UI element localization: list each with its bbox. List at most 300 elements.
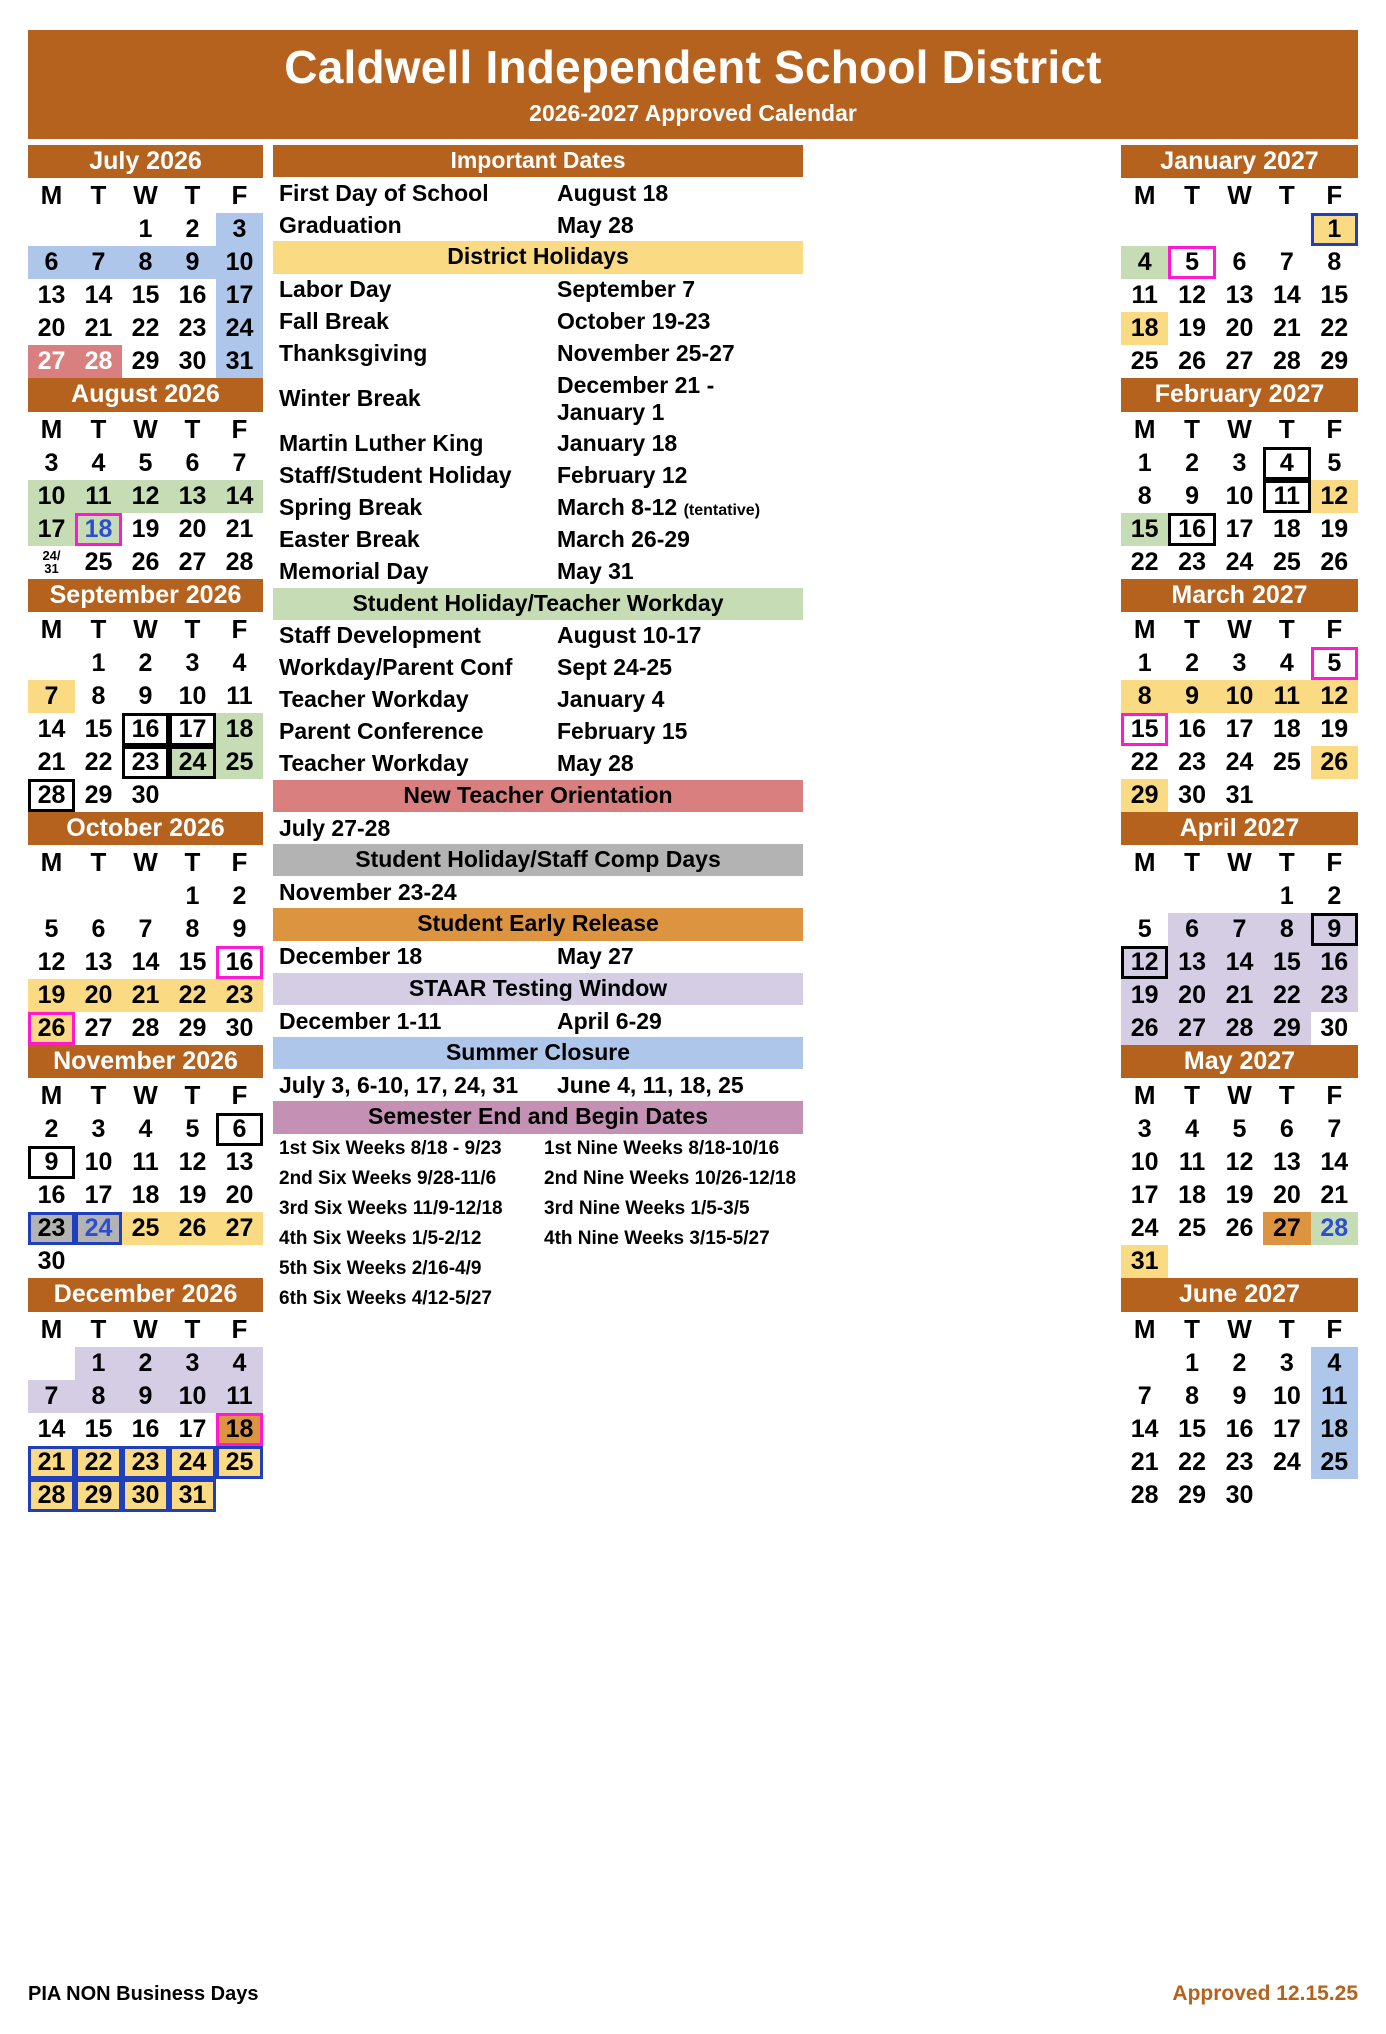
legend-label: Fall Break bbox=[279, 308, 389, 335]
month-block-july-2026 bbox=[28, 145, 263, 378]
date-cell[interactable]: 2 bbox=[1185, 648, 1200, 677]
date-cell[interactable]: 11 bbox=[132, 1148, 159, 1177]
date-cell[interactable]: 24 bbox=[1225, 747, 1254, 776]
date-cell[interactable]: 21 bbox=[1320, 1181, 1349, 1210]
date-cell[interactable]: 22 bbox=[75, 1446, 122, 1479]
date-cell[interactable]: 10 bbox=[1272, 1381, 1301, 1410]
date-cell[interactable]: 24 bbox=[1225, 547, 1254, 576]
dow-header: W bbox=[133, 613, 158, 644]
date-cell[interactable]: 10 bbox=[28, 480, 75, 513]
date-cell[interactable]: 28 bbox=[28, 779, 75, 812]
date-cell[interactable]: 3 bbox=[1232, 648, 1247, 677]
date-cell[interactable]: 11 bbox=[1263, 680, 1310, 713]
date-cell[interactable]: 26 bbox=[1121, 1012, 1168, 1045]
date-cell[interactable]: 4 bbox=[1279, 648, 1294, 677]
empty-cell bbox=[1168, 213, 1215, 246]
date-cell[interactable]: 14 bbox=[216, 480, 263, 513]
date-cell[interactable]: 20 bbox=[75, 979, 122, 1012]
date-cell[interactable]: 24 bbox=[1130, 1214, 1159, 1243]
date-cell[interactable]: 16 bbox=[1225, 1414, 1254, 1443]
date-cell[interactable]: 29 bbox=[84, 780, 113, 809]
approved-date: Approved 12.15.25 bbox=[1172, 1982, 1358, 2005]
date-cell[interactable]: 4 bbox=[1263, 447, 1310, 480]
date-cell[interactable]: 28 bbox=[1130, 1480, 1159, 1509]
date-cell[interactable]: 28 bbox=[1311, 1212, 1358, 1245]
month-block-january-2027 bbox=[1121, 145, 1358, 378]
date-cell[interactable]: 8 bbox=[1121, 680, 1168, 713]
date-cell[interactable]: 5 bbox=[1232, 1115, 1247, 1144]
date-cell[interactable]: 27 bbox=[1225, 347, 1254, 376]
date-cell[interactable]: 21 bbox=[84, 314, 113, 343]
date-cell[interactable]: 26 bbox=[1225, 1214, 1254, 1243]
date-cell[interactable]: 29 bbox=[1263, 1012, 1310, 1045]
date-cell[interactable]: 15 bbox=[1263, 946, 1310, 979]
legend-rows-student_early_release bbox=[273, 941, 803, 973]
date-cell[interactable]: 15 bbox=[84, 714, 113, 743]
date-cell[interactable]: 1 bbox=[91, 648, 106, 677]
date-cell[interactable]: 28 bbox=[1216, 1012, 1263, 1045]
date-cell[interactable]: 17 bbox=[84, 1181, 113, 1210]
date-cell[interactable]: 5 bbox=[138, 448, 153, 477]
date-cell[interactable]: 20 bbox=[37, 314, 66, 343]
date-cell[interactable]: 2 bbox=[138, 648, 153, 677]
dow-header: T bbox=[1278, 413, 1295, 444]
date-cell[interactable]: 18 bbox=[216, 713, 263, 746]
date-cell[interactable]: 11 bbox=[226, 681, 253, 710]
date-cell[interactable]: 29 bbox=[1178, 1480, 1206, 1509]
week-row bbox=[28, 1479, 263, 1512]
date-cell[interactable]: 12 bbox=[1225, 1148, 1254, 1177]
date-cell[interactable]: 16 bbox=[122, 713, 169, 746]
date-cell[interactable]: 6 bbox=[28, 246, 75, 279]
date-cell[interactable]: 12 bbox=[122, 480, 169, 513]
date-cell[interactable]: 15 bbox=[178, 948, 207, 976]
date-cell[interactable]: 5 bbox=[1311, 647, 1358, 680]
date-cell[interactable]: 12 bbox=[178, 1148, 207, 1177]
date-cell[interactable]: 26 bbox=[169, 1212, 216, 1245]
date-cell[interactable]: 11 bbox=[216, 1380, 263, 1413]
date-cell[interactable]: 31 bbox=[169, 1479, 216, 1512]
date-cell[interactable]: 18 bbox=[1121, 312, 1168, 345]
date-cell[interactable]: 13 bbox=[1272, 1148, 1301, 1177]
empty-cell bbox=[216, 1245, 263, 1278]
date-cell[interactable]: 30 bbox=[37, 1247, 66, 1276]
date-cell[interactable]: 20 bbox=[1225, 314, 1254, 343]
date-cell[interactable]: 25 bbox=[216, 746, 263, 779]
date-cell[interactable]: 18 bbox=[75, 513, 122, 546]
date-cell[interactable]: 3 bbox=[1137, 1115, 1152, 1144]
legend-row bbox=[273, 524, 803, 556]
date-cell[interactable]: 4 bbox=[216, 1347, 263, 1380]
date-cell[interactable]: 10 bbox=[84, 1148, 113, 1177]
dow-header: F bbox=[231, 1313, 248, 1344]
empty-cell bbox=[1311, 779, 1358, 812]
week-row bbox=[28, 1413, 263, 1446]
date-cell[interactable]: 12 bbox=[1178, 281, 1206, 310]
date-cell[interactable]: 10 bbox=[1216, 680, 1263, 713]
date-cell[interactable]: 21 bbox=[37, 747, 66, 776]
date-cell[interactable]: 30 bbox=[178, 347, 207, 376]
date-cell[interactable]: 5 bbox=[1168, 246, 1215, 279]
date-cell[interactable]: 25 bbox=[84, 547, 113, 576]
date-cell[interactable]: 16 bbox=[216, 946, 263, 979]
date-cell[interactable]: 24 bbox=[75, 1212, 122, 1245]
semester-nine-weeks bbox=[538, 1254, 803, 1284]
date-cell[interactable]: 8 bbox=[1263, 913, 1310, 946]
date-cell[interactable]: 18 bbox=[1311, 1413, 1358, 1446]
week-row bbox=[1121, 312, 1358, 345]
date-cell[interactable]: 19 bbox=[178, 1181, 207, 1210]
date-cell[interactable]: 3 bbox=[44, 448, 59, 477]
date-cell[interactable]: 4 bbox=[91, 448, 106, 477]
empty-cell bbox=[28, 1347, 75, 1380]
date-cell[interactable]: 18 bbox=[1272, 714, 1301, 743]
date-cell[interactable]: 4 bbox=[1121, 246, 1168, 279]
date-cell[interactable]: 16 bbox=[1178, 714, 1206, 743]
date-cell[interactable]: 30 bbox=[1225, 1480, 1254, 1509]
date-cell[interactable]: 13 bbox=[1225, 281, 1254, 310]
date-cell[interactable]: 10 bbox=[1225, 481, 1254, 510]
date-cell[interactable]: 11 bbox=[1263, 480, 1310, 513]
date-cell[interactable]: 14 bbox=[1272, 281, 1301, 310]
date-cell[interactable]: 7 bbox=[1279, 248, 1294, 277]
date-cell[interactable]: 9 bbox=[1168, 680, 1215, 713]
date-cell[interactable]: 9 bbox=[1311, 913, 1358, 946]
date-cell[interactable]: 25 bbox=[1311, 1446, 1358, 1479]
date-cell[interactable]: 22 bbox=[131, 314, 160, 343]
date-cell[interactable]: 14 bbox=[37, 1414, 66, 1443]
date-cell[interactable]: 7 bbox=[1216, 913, 1263, 946]
date-cell[interactable]: 9 bbox=[232, 915, 247, 943]
date-cell[interactable]: 6 bbox=[1279, 1115, 1294, 1144]
date-cell[interactable]: 23 bbox=[1178, 547, 1206, 576]
week-row bbox=[28, 779, 263, 812]
date-cell[interactable]: 22 bbox=[84, 747, 113, 776]
date-cell[interactable]: 15 bbox=[1178, 1414, 1206, 1443]
date-cell[interactable]: 15 bbox=[1320, 281, 1349, 310]
date-cell[interactable]: 17 bbox=[216, 279, 263, 312]
date-cell[interactable]: 14 bbox=[1216, 946, 1263, 979]
date-cell[interactable]: 1 bbox=[1311, 213, 1358, 246]
date-cell[interactable]: 22 bbox=[1320, 314, 1349, 343]
date-cell[interactable]: 10 bbox=[216, 246, 263, 279]
date-cell[interactable]: 11 bbox=[1178, 1148, 1206, 1177]
date-cell[interactable]: 17 bbox=[1130, 1181, 1159, 1210]
date-cell[interactable]: 18 bbox=[216, 1413, 263, 1446]
week-row bbox=[28, 1446, 263, 1479]
date-cell[interactable]: 16 bbox=[178, 281, 207, 310]
date-cell[interactable]: 7 bbox=[28, 680, 75, 713]
date-cell[interactable]: 2 bbox=[1185, 448, 1200, 477]
date-cell[interactable]: 25 bbox=[1130, 347, 1159, 376]
date-cell[interactable]: 1 bbox=[185, 882, 200, 910]
date-cell[interactable]: 30 bbox=[1178, 780, 1206, 809]
date-cell[interactable]: 5 bbox=[44, 915, 59, 943]
date-cell[interactable]: 12 bbox=[1121, 946, 1168, 979]
date-cell[interactable]: 1 bbox=[1279, 882, 1294, 910]
date-cell[interactable]: 7 bbox=[1137, 1381, 1152, 1410]
date-cell[interactable]: 8 bbox=[1327, 248, 1342, 277]
date-cell[interactable]: 9 bbox=[1185, 481, 1200, 510]
date-cell[interactable]: 8 bbox=[75, 1380, 122, 1413]
date-cell[interactable]: 20 bbox=[1272, 1181, 1301, 1210]
date-cell[interactable]: 17 bbox=[178, 1414, 207, 1443]
date-cell[interactable]: 27 bbox=[84, 1014, 113, 1042]
date-cell[interactable]: 14 bbox=[84, 281, 113, 310]
date-cell[interactable]: 19 bbox=[28, 979, 75, 1012]
date-cell[interactable]: 9 bbox=[1232, 1381, 1247, 1410]
date-cell[interactable]: 18 bbox=[1272, 514, 1301, 543]
date-cell[interactable]: 20 bbox=[178, 514, 207, 543]
date-cell[interactable]: 10 bbox=[178, 681, 207, 710]
date-cell[interactable]: 28 bbox=[75, 345, 122, 378]
date-cell[interactable]: 9 bbox=[169, 246, 216, 279]
date-cell[interactable]: 21 bbox=[225, 514, 254, 543]
date-cell[interactable]: 19 bbox=[131, 514, 160, 543]
date-cell[interactable]: 4 bbox=[1311, 1347, 1358, 1380]
month-grid bbox=[28, 412, 263, 579]
week-row bbox=[28, 246, 263, 279]
date-cell[interactable]: 2 bbox=[232, 882, 247, 910]
date-cell[interactable]: 2 bbox=[122, 1347, 169, 1380]
date-cell[interactable]: 8 bbox=[1185, 1381, 1200, 1410]
date-cell[interactable]: 30 bbox=[225, 1014, 254, 1042]
date-cell[interactable]: 29 bbox=[1121, 779, 1168, 812]
date-cell[interactable]: 17 bbox=[1225, 514, 1254, 543]
date-cell[interactable]: 24 bbox=[169, 1446, 216, 1479]
date-cell[interactable]: 8 bbox=[122, 246, 169, 279]
date-cell[interactable]: 25 bbox=[216, 1446, 263, 1479]
date-cell[interactable]: 16 bbox=[131, 1414, 160, 1443]
week-row bbox=[1121, 1146, 1358, 1179]
date-cell[interactable]: 29 bbox=[131, 347, 160, 376]
date-cell[interactable]: 15 bbox=[131, 281, 160, 310]
date-cell[interactable]: 3 bbox=[91, 1115, 106, 1144]
date-cell[interactable]: 8 bbox=[91, 681, 106, 710]
date-cell[interactable]: 6 bbox=[185, 448, 200, 477]
date-cell[interactable]: 8 bbox=[185, 915, 200, 943]
date-cell[interactable]: 13 bbox=[84, 948, 113, 976]
day-of-week-row bbox=[1121, 412, 1358, 447]
date-cell[interactable]: 31 bbox=[216, 345, 263, 378]
date-cell[interactable]: 17 bbox=[1225, 714, 1254, 743]
date-cell[interactable]: 25 bbox=[1178, 1214, 1206, 1243]
empty-cell bbox=[1121, 213, 1168, 246]
dow-header: T bbox=[1184, 1313, 1201, 1344]
date-cell[interactable]: 22 bbox=[1130, 547, 1159, 576]
date-cell[interactable]: 20 bbox=[1168, 979, 1215, 1012]
date-cell[interactable]: 24 bbox=[216, 312, 263, 345]
date-cell[interactable]: 30 bbox=[122, 1479, 169, 1512]
date-cell[interactable]: 9 bbox=[122, 1380, 169, 1413]
date-cell[interactable]: 27 bbox=[216, 1212, 263, 1245]
date-cell[interactable]: 26 bbox=[131, 547, 160, 576]
date-cell[interactable]: 20 bbox=[225, 1181, 254, 1210]
date-cell[interactable]: 27 bbox=[178, 547, 207, 576]
date-cell[interactable]: 10 bbox=[1130, 1148, 1159, 1177]
date-cell[interactable]: 1 bbox=[138, 215, 153, 244]
date-cell[interactable]: 11 bbox=[1131, 281, 1158, 310]
legend-label: December 1-11 bbox=[279, 1007, 442, 1034]
date-cell[interactable]: 14 bbox=[131, 948, 160, 976]
date-cell[interactable]: 1 bbox=[1137, 648, 1152, 677]
date-cell[interactable]: 9 bbox=[138, 681, 153, 710]
date-cell[interactable]: 29 bbox=[1320, 347, 1349, 376]
date-cell[interactable]: 4 bbox=[138, 1115, 153, 1144]
date-cell[interactable]: 27 bbox=[28, 345, 75, 378]
date-cell[interactable]: 15 bbox=[1121, 713, 1168, 746]
date-cell[interactable]: 19 bbox=[1121, 979, 1168, 1012]
date-cell[interactable]: 21 bbox=[28, 1446, 75, 1479]
date-cell[interactable]: 29 bbox=[75, 1479, 122, 1512]
date-cell[interactable]: 22 bbox=[169, 979, 216, 1012]
date-cell[interactable]: 29 bbox=[178, 1014, 207, 1042]
date-cell[interactable]: 2 bbox=[1232, 1348, 1247, 1377]
date-cell[interactable]: 26 bbox=[1178, 347, 1206, 376]
date-cell[interactable]: 2 bbox=[185, 215, 200, 244]
semester-six-weeks: 3rd Six Weeks 11/9-12/18 bbox=[279, 1197, 503, 1219]
date-cell[interactable]: 9 bbox=[28, 1146, 75, 1179]
legend-row bbox=[273, 652, 803, 684]
date-cell[interactable]: 12 bbox=[1311, 680, 1358, 713]
date-cell[interactable]: 31 bbox=[1121, 1245, 1168, 1278]
week-row bbox=[1121, 546, 1358, 579]
date-cell[interactable]: 19 bbox=[1320, 714, 1349, 743]
date-cell[interactable]: 4 bbox=[232, 648, 247, 677]
date-cell[interactable]: 8 bbox=[1137, 481, 1152, 510]
date-cell[interactable]: 30 bbox=[1320, 1014, 1349, 1042]
date-cell[interactable]: 5 bbox=[1137, 915, 1152, 943]
date-cell[interactable]: 15 bbox=[84, 1414, 113, 1443]
date-cell[interactable]: 3 bbox=[185, 648, 200, 677]
dow-header: M bbox=[40, 413, 63, 444]
date-cell[interactable]: 3 bbox=[169, 1347, 216, 1380]
date-cell[interactable]: 7 bbox=[28, 1380, 75, 1413]
date-cell[interactable]: 30 bbox=[131, 780, 160, 809]
date-cell[interactable]: 28 bbox=[1272, 347, 1301, 376]
date-cell[interactable]: 23 bbox=[1311, 979, 1358, 1012]
date-cell[interactable]: 11 bbox=[75, 480, 122, 513]
week-row bbox=[1121, 1179, 1358, 1212]
date-cell[interactable]: 19 bbox=[1178, 314, 1206, 343]
date-cell[interactable]: 13 bbox=[1168, 946, 1215, 979]
date-cell[interactable]: 11 bbox=[1311, 1380, 1358, 1413]
date-cell[interactable]: 13 bbox=[225, 1148, 254, 1177]
date-cell[interactable]: 21 bbox=[1130, 1447, 1159, 1476]
date-cell[interactable]: 23 bbox=[28, 1212, 75, 1245]
date-cell[interactable]: 26 bbox=[1320, 547, 1349, 576]
date-cell[interactable]: 19 bbox=[1225, 1181, 1254, 1210]
date-cell[interactable]: 24 bbox=[1272, 1447, 1301, 1476]
date-cell[interactable]: 7 bbox=[138, 915, 153, 943]
date-cell[interactable]: 3 bbox=[1232, 448, 1247, 477]
date-cell[interactable]: 3 bbox=[216, 213, 263, 246]
date-cell[interactable]: 19 bbox=[1320, 514, 1349, 543]
date-cell[interactable]: 1 bbox=[75, 1347, 122, 1380]
date-cell[interactable]: 27 bbox=[1168, 1012, 1215, 1045]
date-cell[interactable]: 21 bbox=[1216, 979, 1263, 1012]
date-cell[interactable]: 6 bbox=[1168, 913, 1215, 946]
month-grid bbox=[28, 612, 263, 812]
empty-cell bbox=[169, 1245, 216, 1278]
date-cell[interactable]: 16 bbox=[1311, 946, 1358, 979]
date-cell[interactable]: 26 bbox=[1311, 746, 1358, 779]
date-cell[interactable]: 6 bbox=[91, 915, 106, 943]
date-cell[interactable]: 21 bbox=[122, 979, 169, 1012]
date-cell[interactable]: 12 bbox=[1311, 480, 1358, 513]
date-cell[interactable]: 23 bbox=[216, 979, 263, 1012]
date-cell[interactable]: 1 bbox=[1185, 1348, 1200, 1377]
empty-cell bbox=[1216, 1245, 1263, 1278]
date-cell[interactable]: 6 bbox=[216, 1113, 263, 1146]
date-cell[interactable]: 24/ 31 bbox=[42, 548, 61, 576]
date-cell[interactable]: 7 bbox=[75, 246, 122, 279]
date-cell[interactable]: 13 bbox=[169, 480, 216, 513]
date-cell[interactable]: 13 bbox=[37, 281, 66, 310]
date-cell[interactable]: 22 bbox=[1263, 979, 1310, 1012]
date-cell[interactable]: 18 bbox=[131, 1181, 160, 1210]
date-cell[interactable]: 22 bbox=[1178, 1447, 1206, 1476]
dow-header: F bbox=[1326, 1313, 1343, 1344]
date-cell[interactable]: 5 bbox=[1327, 448, 1342, 477]
date-cell[interactable]: 10 bbox=[169, 1380, 216, 1413]
date-cell[interactable]: 25 bbox=[122, 1212, 169, 1245]
date-cell[interactable]: 28 bbox=[28, 1479, 75, 1512]
legend-value: June 4, 11, 18, 25 bbox=[557, 1071, 744, 1098]
date-cell[interactable]: 23 bbox=[122, 746, 169, 779]
date-cell[interactable]: 23 bbox=[122, 1446, 169, 1479]
date-cell[interactable]: 16 bbox=[37, 1181, 66, 1210]
date-cell[interactable]: 17 bbox=[28, 513, 75, 546]
date-cell[interactable]: 22 bbox=[1130, 747, 1159, 776]
date-cell[interactable]: 23 bbox=[1178, 747, 1206, 776]
date-cell[interactable]: 14 bbox=[1130, 1414, 1159, 1443]
date-cell[interactable]: 4 bbox=[1185, 1115, 1200, 1144]
district-title: Caldwell Independent School District bbox=[28, 30, 1358, 100]
date-cell[interactable]: 23 bbox=[178, 314, 207, 343]
legend-value: April 6-29 bbox=[557, 1007, 662, 1034]
date-cell[interactable]: 17 bbox=[169, 713, 216, 746]
date-cell[interactable]: 26 bbox=[28, 1012, 75, 1045]
date-cell[interactable]: 2 bbox=[44, 1115, 59, 1144]
empty-cell bbox=[1168, 1245, 1215, 1278]
date-cell[interactable]: 1 bbox=[1137, 448, 1152, 477]
date-cell[interactable]: 18 bbox=[1178, 1181, 1206, 1210]
date-cell[interactable]: 28 bbox=[131, 1014, 160, 1042]
empty-cell bbox=[28, 647, 75, 680]
date-cell[interactable]: 5 bbox=[185, 1115, 200, 1144]
date-cell[interactable]: 7 bbox=[232, 448, 247, 477]
date-cell[interactable]: 16 bbox=[1168, 513, 1215, 546]
date-cell[interactable]: 7 bbox=[1327, 1115, 1342, 1144]
date-cell[interactable]: 25 bbox=[1272, 547, 1301, 576]
date-cell[interactable]: 27 bbox=[1263, 1212, 1310, 1245]
date-cell[interactable]: 21 bbox=[1272, 314, 1301, 343]
date-cell[interactable]: 24 bbox=[169, 746, 216, 779]
date-cell[interactable]: 14 bbox=[37, 714, 66, 743]
date-cell[interactable]: 28 bbox=[225, 547, 254, 576]
date-cell[interactable]: 23 bbox=[1225, 1447, 1254, 1476]
date-cell[interactable]: 2 bbox=[1327, 882, 1342, 910]
date-cell[interactable]: 31 bbox=[1225, 780, 1254, 809]
date-cell[interactable]: 15 bbox=[1121, 513, 1168, 546]
date-cell[interactable]: 14 bbox=[1320, 1148, 1349, 1177]
date-cell[interactable]: 6 bbox=[1232, 248, 1247, 277]
date-cell[interactable]: 25 bbox=[1272, 747, 1301, 776]
date-cell[interactable]: 12 bbox=[37, 948, 66, 976]
date-cell[interactable]: 3 bbox=[1279, 1348, 1294, 1377]
date-cell[interactable]: 17 bbox=[1272, 1414, 1301, 1443]
